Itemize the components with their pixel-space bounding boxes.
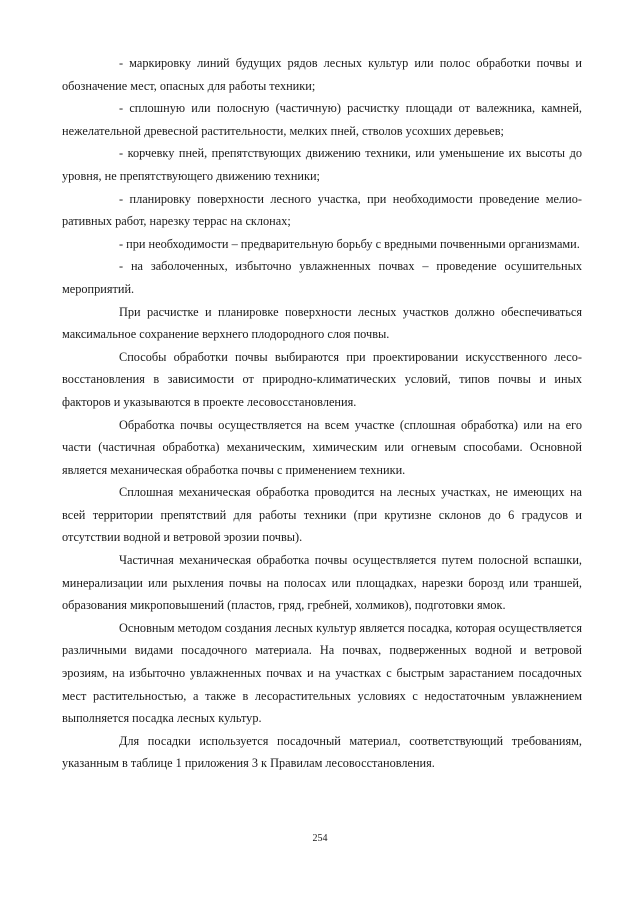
list-item-clearing: - сплошную или полосную (частичную) расчистку площади от валежника, камней, нежелательной древесной растительности, мелких пней, стволов усохших деревьев; [62,101,582,138]
list-item-pest-control: - при необходимости – предварительную борьбу с вредными почвенными организмами. [119,236,580,251]
paragraph-continuous-treatment: Сплошная механическая обработка проводится на лесных участках, не имеющих на всей территории препятствий для работы техники (при крутизне склонов до 6 градусов и отсутствии водной и ветровой эрозии почвы). [62,485,582,545]
list-item-leveling: - планировку поверхности лесного участка, при необходимости проведение мелиоративных работ, нарезку террас на склонах; [62,191,582,229]
paragraph-topsoil: При расчистке и планировке поверхности лесных участков должно обеспечиваться максимальное сохранение верхнего плодородного слоя почвы. [62,304,582,342]
paragraph-treatment-types: Обработка почвы осуществляется на всем участке (сплошная обработка) или на его части (частичная обработка) механическим, химическим или огневым способами. Основной является механическая обработка почвы с применением техники. [62,417,582,477]
page-number: 254 [312,833,328,844]
document-body [62,52,582,775]
list-item-stump-removal: - корчевку пней, препятствующих движению техники, или уменьшение их высоты до уровня, не препятствующего движению техники; [62,146,582,183]
paragraph-methods: Способы обработки почвы выбираются при проектировании искусственного лесовосстановления в зависимости от природно-климатических условий, типов почвы и иных факторов и указываются в проекте лесовосстановления. [62,349,582,409]
paragraph-planting-method: Основным методом создания лесных культур является посадка, которая осуществляется различными видами посадочного материала. На почвах, подверженных водной и ветровой эрозиям, на избыточно увлажненных почвах и на участках с быстрым зарастанием посадочных мест растительностью, а также в лесорастительных условиях с недостаточным увлажнением выполняется посадка лесных культур. [62,620,582,726]
list-item-drainage: - на заболоченных, избыточно увлажненных почвах – проведение осушительных мероприятий. [62,259,582,296]
paragraph-planting-material: Для посадки используется посадочный материал, соответствующий требованиям, указанным в таблице 1 приложения 3 к Правилам лесовосстановления. [62,733,582,771]
paragraph-partial-treatment: Частичная механическая обработка почвы осуществляется путем полосной вспашки, минерализации или рыхления почвы на полосах или площадках, нарезки борозд или траншей, образования микроповышений (пластов, гряд, гребней, холмиков), подготовки ямок. [62,553,582,613]
list-item-marking: - маркировку линий будущих рядов лесных культур или полос обработки почвы и обозначение мест, опасных для работы техники; [62,56,582,93]
